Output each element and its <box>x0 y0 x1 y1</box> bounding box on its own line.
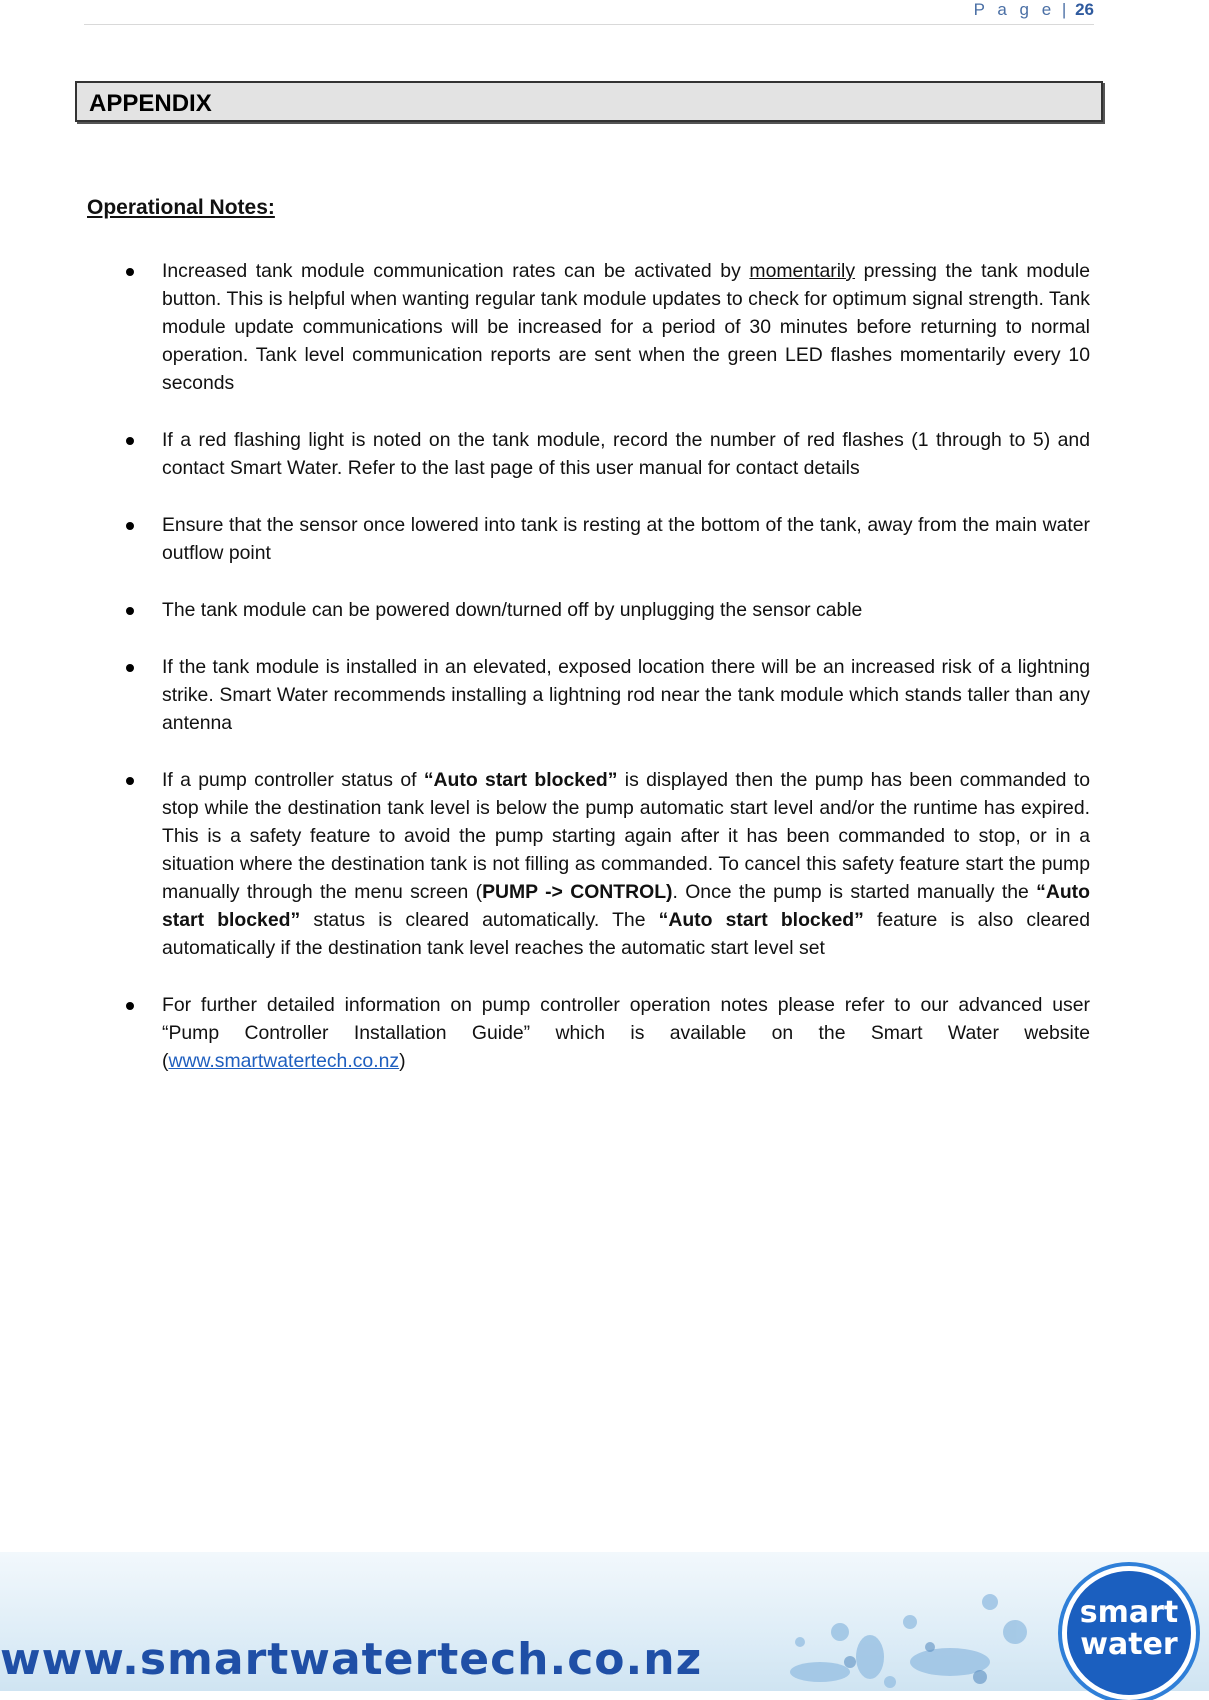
operational-notes-list <box>120 257 1090 1104</box>
note-item: Increased tank module communication rates can be activated by momentarily pressing the tank module button. This is helpful when wanting regular tank module updates to check for optimum signal strength. Tank module update communications will be increased for a period of 30 minutes before returning to normal operation. Tank level communication reports are sent when the green LED flashes momentarily every 10 seconds <box>120 257 1090 397</box>
smart-water-logo <box>1062 1566 1196 1700</box>
logo-line-smart: smart <box>1079 1595 1179 1630</box>
note-item: If the tank module is installed in an elevated, exposed location there will be an increased risk of a lightning strike. Smart Water recommends installing a lightning rod near the tank module which stands taller than any antenna <box>120 653 1090 737</box>
page-separator: | <box>1061 0 1067 19</box>
note-item: If a red flashing light is noted on the tank module, record the number of red flashes (1 through to 5) and contact Smart Water. Refer to the last page of this user manual for contact details <box>120 426 1090 482</box>
appendix-title: APPENDIX <box>89 90 212 117</box>
note-item: The tank module can be powered down/turned off by unplugging the sensor cable <box>120 596 1090 624</box>
menu-path: PUMP -> CONTROL) <box>482 881 673 903</box>
page-number: 26 <box>1075 0 1094 19</box>
emphasis-momentarily: momentarily <box>749 260 856 282</box>
note-item: If a pump controller status of “Auto start blocked” is displayed then the pump has been commanded to stop while the destination tank level is below the pump automatic start level and/or the runtime has expired. This is a safety feature to avoid the pump starting again after it has been commanded to stop, or in a situation where the destination tank is not filling as commanded. To cancel this safety feature start the pump manually through the menu screen (PUMP -> CONTROL). Once the pump is started manually the “Auto start blocked” status is cleared automatically. The “Auto start blocked” feature is also cleared automatically if the destination tank level reaches the automatic start level set <box>120 766 1090 962</box>
page-header <box>84 0 1094 25</box>
note-item: Ensure that the sensor once lowered into tank is resting at the bottom of the tank, away from the main water outflow point <box>120 511 1090 567</box>
note-item: For further detailed information on pump controller operation notes please refer to our advanced user “Pump Controller Installation Guide” which is available on the Smart Water website (www.smartwatertech.co.nz) <box>120 991 1090 1075</box>
footer-url: www.smartwatertech.co.nz <box>0 1634 703 1685</box>
logo-line-water: water <box>1080 1627 1178 1662</box>
page-label: P a g e <box>973 0 1056 19</box>
status-auto-start-blocked: “Auto start blocked” <box>423 769 618 791</box>
footer-banner <box>0 1552 1209 1691</box>
section-title: Operational Notes: <box>87 196 275 219</box>
website-link[interactable]: www.smartwatertech.co.nz <box>168 1050 400 1072</box>
appendix-heading-box <box>75 81 1103 122</box>
water-splash-graphic <box>780 1562 1060 1692</box>
status-auto-start-blocked: “Auto start blocked” <box>658 909 864 931</box>
status-auto-start-blocked: “Auto start blocked” <box>162 881 1090 931</box>
